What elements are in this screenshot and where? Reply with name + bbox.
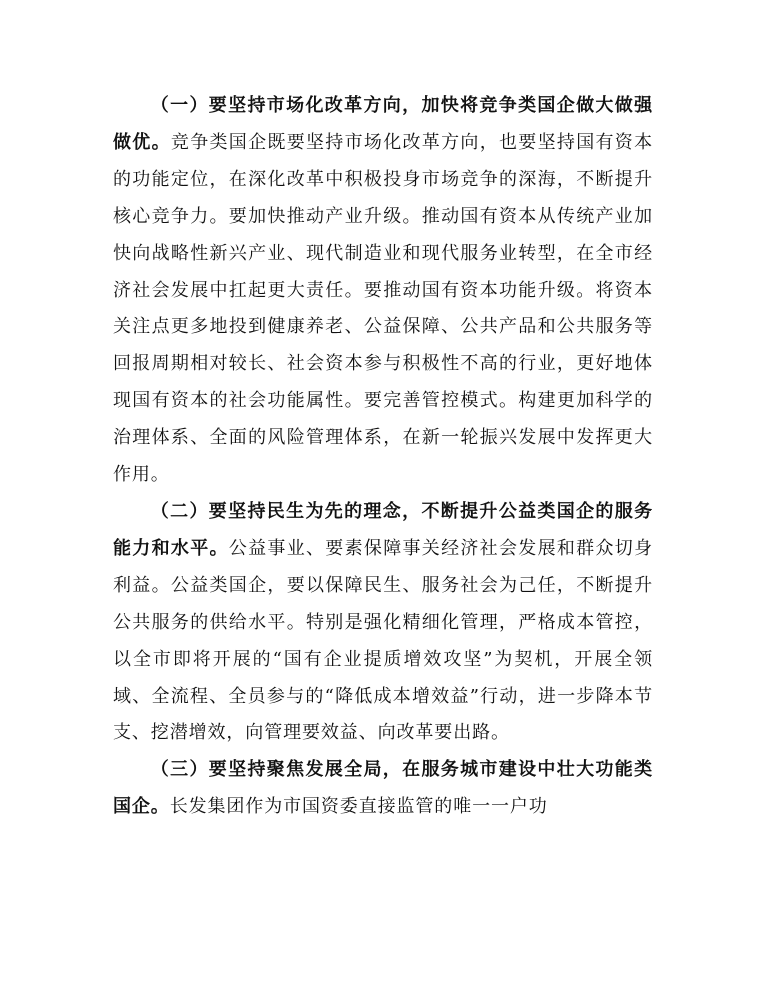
paragraph-3	[113, 752, 653, 826]
paragraph-2-body: 公益事业、要素保障事关经济社会发展和群众切身利益。公益类国企，要以保障民生、服务社会为己任，不断提升公共服务的供给水平。特别是强化精细化管理，严格成本管控，以全市即将开展的“国有企业提质增效攻坚”为契机，开展全领域、全流程、全员参与的“降低成本增效益”行动，进一步降本节支、挖潜增效，向管理要效益、向改革要出路。	[113, 537, 653, 744]
document-page	[113, 88, 653, 826]
paragraph-1-body: 竞争类国企既要坚持市场化改革方向，也要坚持国有资本的功能定位，在深化改革中积极投身市场竞争的深海，不断提升核心竞争力。要加快推动产业升级。推动国有资本从传统产业加快向战略性新兴产业、现代制造业和现代服务业转型，在全市经济社会发展中扛起更大责任。要推动国有资本功能升级。将资本关注点更多地投到健康养老、公益保障、公共产品和公共服务等回报周期相对较长、社会资本参与积极性不高的行业，更好地体现国有资本的社会功能属性。要完善管控模式。构建更加科学的治理体系、全面的风险管理体系，在新一轮振兴发展中发挥更大作用。	[113, 131, 654, 486]
paragraph-1	[113, 88, 653, 494]
paragraph-3-heading: （三）要坚持聚焦发展全局，在服务城市建设中壮大功能类国企。	[113, 759, 653, 818]
paragraph-2	[113, 494, 653, 752]
paragraph-1-heading: （一）要坚持市场化改革方向，加快将竞争类国企做大做强做优。	[113, 95, 653, 153]
paragraph-2-heading: （二）要坚持民生为先的理念，不断提升公益类国企的服务能力和水平。	[113, 500, 653, 559]
paragraph-3-body: 长发集团作为市国资委直接监管的唯一一户功	[169, 796, 548, 818]
